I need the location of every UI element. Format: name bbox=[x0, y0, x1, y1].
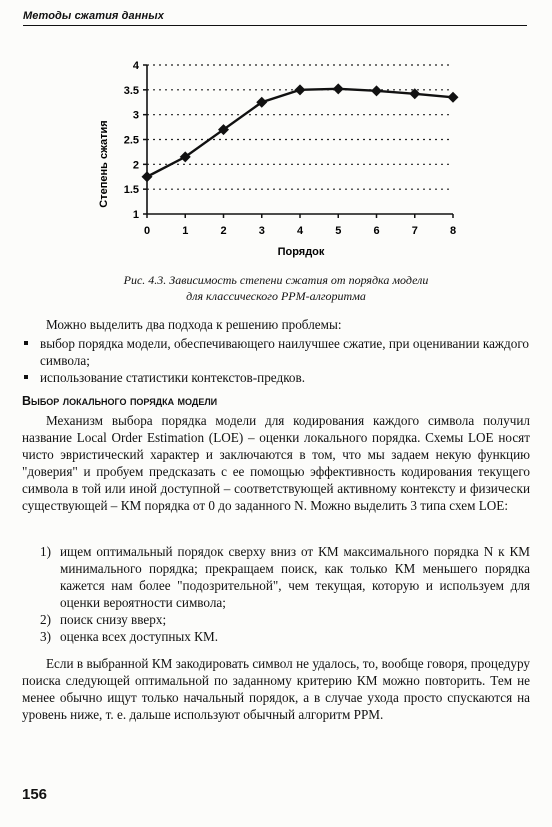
item-number: 3) bbox=[40, 629, 51, 644]
x-tick-label: 3 bbox=[258, 225, 265, 237]
x-tick-label: 8 bbox=[449, 225, 457, 237]
item-text: оценка всех доступных КМ. bbox=[60, 629, 219, 644]
y-tick-label: 1.5 bbox=[123, 184, 139, 197]
numbered-item bbox=[22, 543, 530, 611]
x-tick-label: 5 bbox=[335, 225, 342, 237]
figure-caption-line2: для классического PPM-алгоритма bbox=[186, 289, 366, 303]
y-tick-labels bbox=[124, 60, 140, 221]
x-tick-label: 1 bbox=[182, 225, 189, 237]
figure-caption-line1: Рис. 4.3. Зависимость степени сжатия от порядка модели bbox=[123, 273, 429, 287]
data-point bbox=[142, 171, 153, 182]
paragraph-retry: Если в выбранной КМ закодировать символ не удалось, то, вообще говоря, процедуру поиска следующей оптимальной по заданному критерию КМ можно повторить. Тем не менее обычно ищут только начальный порядок, а в случае ухода просто спускаются на уровень ниже, т. е. дальше используют обычный алгоритм PPM. bbox=[22, 656, 530, 722]
bullet-list bbox=[22, 335, 530, 386]
x-tick-label: 4 bbox=[296, 225, 304, 237]
y-tick-label: 4 bbox=[132, 60, 139, 72]
intro-text: Можно выделить два подхода к решению проблемы: bbox=[46, 317, 342, 332]
series-line bbox=[147, 89, 453, 177]
series-markers bbox=[142, 83, 459, 182]
numbered-item bbox=[22, 628, 530, 645]
x-tick-label: 2 bbox=[220, 225, 227, 237]
numbered-item bbox=[22, 611, 530, 628]
item-number: 2) bbox=[40, 612, 51, 627]
data-point bbox=[295, 84, 306, 95]
bullet-item: выбор порядка модели, обеспечивающего наилучшее сжатие, при оценивании каждого символа; bbox=[22, 335, 530, 369]
page-number: 156 bbox=[22, 786, 48, 803]
bullet-item: использование статистики контекстов-предков. bbox=[22, 369, 530, 386]
y-tick-label: 2 bbox=[132, 159, 139, 172]
y-tick-label: 3.5 bbox=[123, 84, 139, 97]
x-axis-label: Порядок bbox=[277, 246, 325, 258]
item-text: ищем оптимальный порядок сверху вниз от КМ максимального порядка N к КМ минимального порядка; прекращаем поиск, как только КМ меньшего порядка кажется нам более "подозрительной", чем текущая, которую и используем для оценки вероятности символа; bbox=[60, 544, 530, 610]
paragraph-loe: Механизм выбора порядка модели для кодирования каждого символа получил название Local Order Estimation (LOE) – оценки локального порядка. Схемы LOE носят чисто эвристический характер и заключаются в том, что мы задаем некую функцию "доверия" и пробуем предсказать с ее помощью эффективность кодирования текущего символа в той или иной доступной – соответствующей активному контексту и физически существующей – КМ порядка от 0 до заданного N. Можно выделить 3 типа схем LOE: bbox=[22, 413, 530, 513]
y-tick-label: 3 bbox=[132, 109, 139, 122]
data-point bbox=[333, 83, 344, 94]
data-point bbox=[371, 85, 382, 96]
chart-gridlines bbox=[147, 65, 453, 189]
x-tick-label: 0 bbox=[143, 225, 151, 237]
section-heading: Выбор локального порядка модели bbox=[22, 394, 218, 408]
data-point bbox=[448, 92, 459, 103]
running-header: Методы сжатия данных bbox=[23, 10, 527, 26]
item-text: поиск снизу вверх; bbox=[60, 612, 167, 627]
numbered-list bbox=[22, 543, 530, 645]
x-tick-labels bbox=[144, 225, 456, 237]
y-axis-label: Степень сжатия bbox=[98, 120, 110, 208]
x-tick-label: 6 bbox=[373, 225, 380, 237]
y-tick-label: 1 bbox=[132, 209, 139, 221]
item-number: 1) bbox=[40, 544, 51, 559]
compression-vs-order-chart bbox=[94, 52, 474, 262]
x-tick-label: 7 bbox=[411, 225, 418, 237]
y-tick-label: 2.5 bbox=[123, 134, 139, 147]
